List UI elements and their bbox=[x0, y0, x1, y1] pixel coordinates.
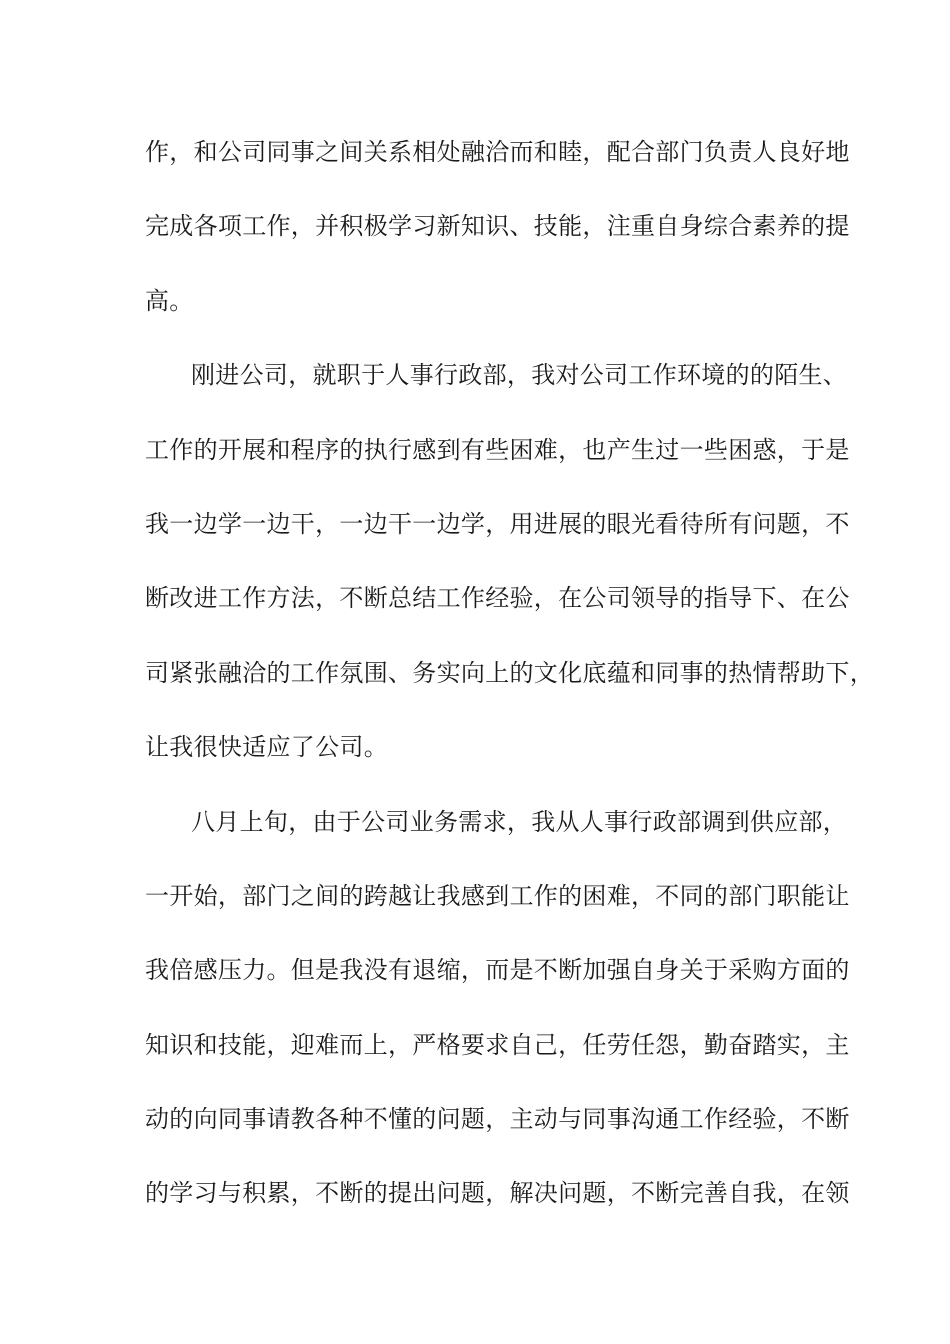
text-line: 知识和技能，迎难而上，严格要求自己，任劳任怨，勤奋踏实，主 bbox=[145, 1030, 850, 1059]
text-line: 让我很快适应了公司。 bbox=[145, 733, 388, 762]
paragraph-start-line: 八月上旬，由于公司业务需求，我从人事行政部调到供应部， bbox=[191, 807, 848, 836]
text-line: 一开始，部门之间的跨越让我感到工作的困难，不同的部门职能让 bbox=[145, 881, 850, 910]
text-line: 我一边学一边干，一边干一边学，用进展的眼光看待所有问题，不 bbox=[145, 509, 850, 538]
text-line: 完成各项工作，并积极学习新知识、技能，注重自身综合素养的提 bbox=[145, 212, 850, 241]
text-line: 我倍感压力。但是我没有退缩，而是不断加强自身关于采购方面的 bbox=[145, 956, 850, 985]
text-line: 的学习与积累，不断的提出问题，解决问题，不断完善自我，在领 bbox=[145, 1179, 850, 1208]
text-line: 动的向同事请教各种不懂的问题，主动与同事沟通工作经验，不断 bbox=[145, 1105, 850, 1134]
text-line: 工作的开展和程序的执行感到有些困难，也产生过一些困惑，于是 bbox=[145, 435, 850, 464]
text-line: 司紧张融洽的工作氛围、务实向上的文化底蕴和同事的热情帮助下， bbox=[145, 658, 874, 687]
text-line: 高。 bbox=[145, 286, 194, 315]
text-line: 作，和公司同事之间关系相处融洽而和睦，配合部门负责人良好地 bbox=[145, 138, 850, 166]
text-line: 断改进工作方法，不断总结工作经验，在公司领导的指导下、在公 bbox=[145, 584, 850, 613]
paragraph-start-line: 刚进公司，就职于人事行政部，我对公司工作环境的的陌生、 bbox=[191, 361, 848, 390]
document-body bbox=[145, 127, 874, 1243]
